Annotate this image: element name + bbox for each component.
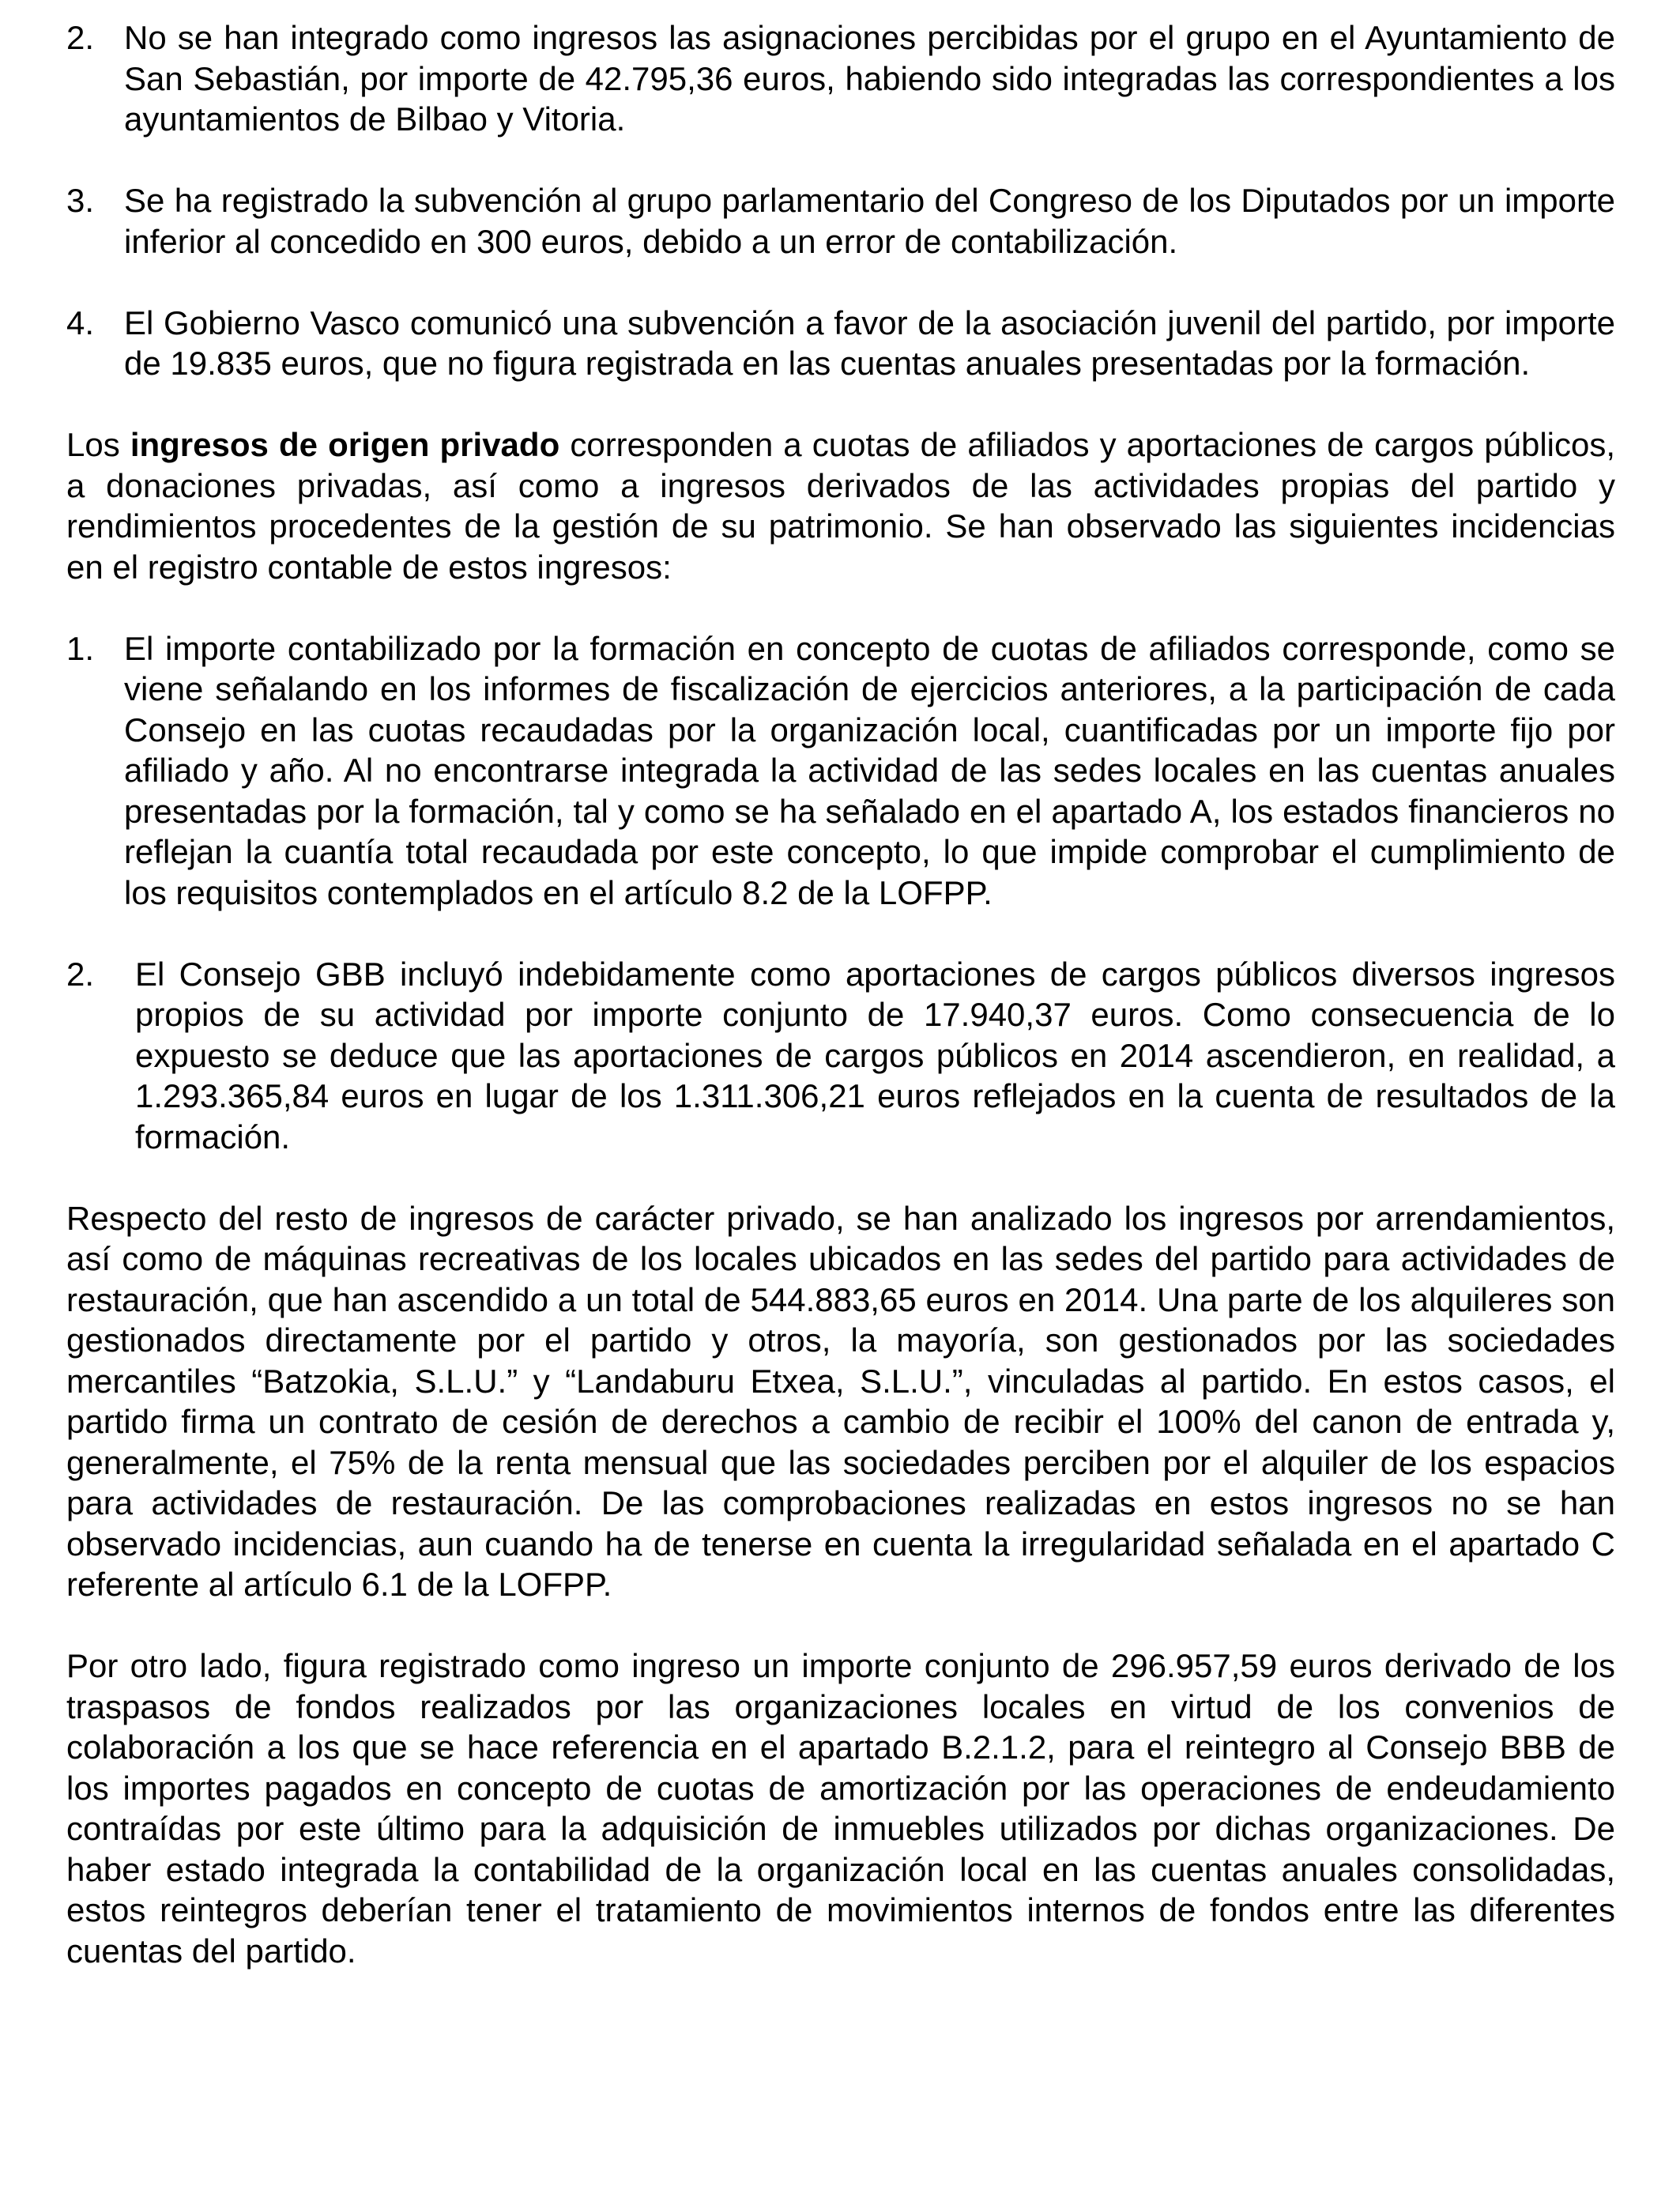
private-income-intro-paragraph [66, 424, 1615, 587]
list-number: 3. [66, 182, 95, 219]
fund-transfers-paragraph: Por otro lado, figura registrado como ingreso un importe conjunto de 296.957,59 euros derivado de los traspasos de fondos realizados por las organizaciones locales en virtud de los convenios de colaboración a los que se hace referencia en el apartado B.2.1.2, para el reintegro al Consejo BBB de los importes pagados en concepto de cuotas de amortización por las operaciones de endeudamiento contraídas por este último para la adquisición de inmuebles utilizados por dichas organizaciones. De haber estado integrada la contabilidad de la organización local en las cuentas anuales consolidadas, estos reintegros deberían tener el tratamiento de movimientos internos de fondos entre las diferentes cuentas del partido. [66, 1647, 1615, 1970]
list-item-4 [66, 303, 1615, 384]
list-number: 4. [66, 303, 95, 341]
list-item-3 [66, 180, 1615, 262]
list-number: 2. [66, 955, 95, 993]
list-item-text: El importe contabilizado por la formación en concepto de cuotas de afiliados corresponde, como se viene señalando en los informes de fiscalización de ejercicios anteriores, a la participación de cada Consejo en las cuotas recaudadas por la organización local, cuantificadas por un importe fijo por afiliado y año. Al no encontrarse integrada la actividad de las sedes locales en las cuentas anuales presentadas por la formación, tal y como se ha señalado en el apartado A, los estados financieros no reflejan la cuantía total recaudada por este concepto, lo que impide comprobar el cumplimiento de los requisitos contemplados en el artículo 8.2 de la LOFPP. [124, 629, 1615, 911]
rental-income-paragraph: Respecto del resto de ingresos de carácter privado, se han analizado los ingresos por arrendamientos, así como de máquinas recreativas de los locales ubicados en las sedes del partido para actividades de restauración, que han ascendido a un total de 544.883,65 euros en 2014. Una parte de los alquileres son gestionados directamente por el partido y otros, la mayoría, son gestionados por las sociedades mercantiles “Batzokia, S.L.U.” y “Landaburu Etxea, S.L.U.”, vinculadas al partido. En estos casos, el partido firma un contrato de cesión de derechos a cambio de recibir el 100% del canon de entrada y, generalmente, el 75% de la renta mensual que las sociedades perciben por el alquiler de los espacios para actividades de restauración. De las comprobaciones realizadas en estos ingresos no se han observado incidencias, aun cuando ha de tenerse en cuenta la irregularidad señalada en el apartado C referente al artículo 6.1 de la LOFPP. [66, 1199, 1615, 1603]
list-item-text: El Consejo GBB incluyó indebidamente como aportaciones de cargos públicos diversos ingresos propios de su actividad por importe conjunto de 17.940,37 euros. Como consecuencia de lo expuesto se deduce que las aportaciones de cargos públicos en 2014 ascendieron, en realidad, a 1.293.365,84 euros en lugar de los 1.311.306,21 euros reflejados en la cuenta de resultados de la formación. [135, 955, 1615, 1155]
list-number: 1. [66, 629, 95, 667]
private-list-item-2 [66, 954, 1615, 1158]
list-item-text: El Gobierno Vasco comunicó una subvención a favor de la asociación juvenil del partido, por importe de 19.835 euros, que no figura registrada en las cuentas anuales presentadas por la formación. [124, 303, 1615, 382]
list-item-text: No se han integrado como ingresos las asignaciones percibidas por el grupo en el Ayuntamiento de San Sebastián, por importe de 42.795,36 euros, habiendo sido integradas las correspondientes a los ayuntamientos de Bilbao y Vitoria. [124, 19, 1615, 138]
list-number: 2. [66, 19, 95, 56]
list-item-text: Se ha registrado la subvención al grupo parlamentario del Congreso de los Diputados por un importe inferior al concedido en 300 euros, debido a un error de contabilización. [124, 182, 1615, 260]
intro-rest-text: corresponden a cuotas de afiliados y aportaciones de cargos públicos, a donaciones privadas, así como a ingresos derivados de las actividades propias del partido y rendimientos procedentes de la gestión de su patrimonio. Se han observado las siguientes incidencias en el registro contable de estos ingresos: [66, 426, 1616, 586]
list-item-2 [66, 17, 1615, 140]
intro-lead-text: Los [66, 426, 130, 463]
document-page [66, 17, 1615, 2012]
intro-bold-term: ingresos de origen privado [130, 426, 560, 463]
private-list-item-1 [66, 628, 1615, 914]
